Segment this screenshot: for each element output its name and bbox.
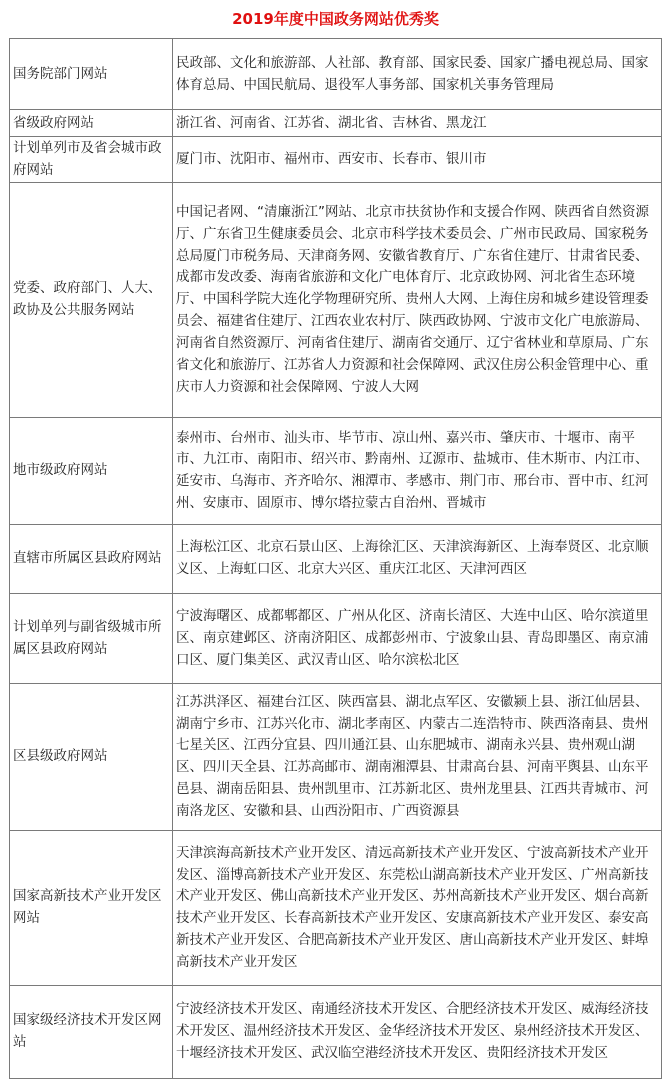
sites-cell: 宁波海曙区、成都郫都区、广州从化区、济南长清区、大连中山区、哈尔滨道里区、南京建邺区、济南济阳区、成都彭州市、宁波象山县、青岛即墨区、南京浦口区、厦门集美区、武汉青山区、哈尔滨松北区 (173, 593, 662, 683)
category-cell: 党委、政府部门、人大、政协及公共服务网站 (10, 182, 173, 417)
page-title: 2019年度中国政务网站优秀奖 (232, 10, 439, 28)
sites-cell: 中国记者网、“清廉浙江”网站、北京市扶贫协作和支援合作网、陕西省自然资源厅、广东省卫生健康委员会、北京市科学技术委员会、广州市民政局、国家税务总局厦门市税务局、天津商务网、安徽省教育厅、广东省住建厅、甘肃省民委、成都市发改委、海南省旅游和文化广电体育厅、北京政协网、河北省生态环境厅、中国科学院大连化学物理研究所、贵州人大网、上海住房和城乡建设管理委员会、福建省住建厅、江西农业农村厅、陕西政协网、宁波市文化广电旅游局、河南省自然资源厅、河南省住建厅、湖南省交通厅、辽宁省林业和草原局、广东省文化和旅游厅、江苏省人力资源和社会保障网、武汉住房公积金管理中心、重庆市人力资源和社会保障网、宁波人大网 (173, 182, 662, 417)
category-cell: 省级政府网站 (10, 110, 173, 137)
category-cell: 国务院部门网站 (10, 39, 173, 110)
category-cell: 计划单列与副省级城市所属区县政府网站 (10, 593, 173, 683)
sites-cell: 民政部、文化和旅游部、人社部、教育部、国家民委、国家广播电视总局、国家体育总局、中国民航局、退役军人事务部、国家机关事务管理局 (173, 39, 662, 110)
sites-cell: 宁波经济技术开发区、南通经济技术开发区、合肥经济技术开发区、威海经济技术开发区、温州经济技术开发区、金华经济技术开发区、泉州经济技术开发区、十堰经济技术开发区、武汉临空港经济技术开发区、贵阳经济技术开发区 (173, 985, 662, 1078)
category-cell: 国家级经济技术开发区网站 (10, 985, 173, 1078)
sites-cell: 厦门市、沈阳市、福州市、西安市、长春市、银川市 (173, 137, 662, 183)
awards-table (9, 38, 662, 1079)
sites-cell: 天津滨海高新技术产业开发区、清远高新技术产业开发区、宁波高新技术产业开发区、淄博高新技术产业开发区、东莞松山湖高新技术产业开发区、广州高新技术产业开发区、佛山高新技术产业开发区、苏州高新技术产业开发区、烟台高新技术产业开发区、长春高新技术产业开发区、安康高新技术产业开发区、泰安高新技术产业开发区、合肥高新技术产业开发区、唐山高新技术产业开发区、蚌埠高新技术产业开发区 (173, 830, 662, 985)
category-cell: 区县级政府网站 (10, 683, 173, 830)
sites-cell: 上海松江区、北京石景山区、上海徐汇区、天津滨海新区、上海奉贤区、北京顺义区、上海虹口区、北京大兴区、重庆江北区、天津河西区 (173, 524, 662, 593)
table-row (10, 524, 662, 593)
table-row (10, 182, 662, 417)
category-cell: 国家高新技术产业开发区网站 (10, 830, 173, 985)
category-cell: 直辖市所属区县政府网站 (10, 524, 173, 593)
table-row (10, 593, 662, 683)
table-row (10, 39, 662, 110)
table-row (10, 985, 662, 1078)
sites-cell: 浙江省、河南省、江苏省、湖北省、吉林省、黑龙江 (173, 110, 662, 137)
sites-cell: 泰州市、台州市、汕头市、毕节市、凉山州、嘉兴市、肇庆市、十堰市、南平市、九江市、南阳市、绍兴市、黔南州、辽源市、盐城市、佳木斯市、内江市、延安市、乌海市、齐齐哈尔、湘潭市、孝感市、荆门市、邢台市、晋中市、红河州、安康市、固原市、博尔塔拉蒙古自治州、晋城市 (173, 417, 662, 524)
category-cell: 地市级政府网站 (10, 417, 173, 524)
table-row (10, 830, 662, 985)
table-row (10, 683, 662, 830)
table-row (10, 417, 662, 524)
sites-cell: 江苏洪泽区、福建台江区、陕西富县、湖北点军区、安徽颍上县、浙江仙居县、湖南宁乡市、江苏兴化市、湖北孝南区、内蒙古二连浩特市、陕西洛南县、贵州七星关区、江西分宜县、四川通江县、山东肥城市、湖南永兴县、贵州观山湖区、四川天全县、江苏高邮市、湖南湘潭县、甘肃高台县、河南平舆县、山东平邑县、湖南岳阳县、贵州凯里市、江苏新北区、贵州龙里县、江西共青城市、河南洛龙区、安徽和县、山西汾阳市、广西资源县 (173, 683, 662, 830)
table-row (10, 137, 662, 183)
category-cell: 计划单列市及省会城市政府网站 (10, 137, 173, 183)
table-row (10, 110, 662, 137)
